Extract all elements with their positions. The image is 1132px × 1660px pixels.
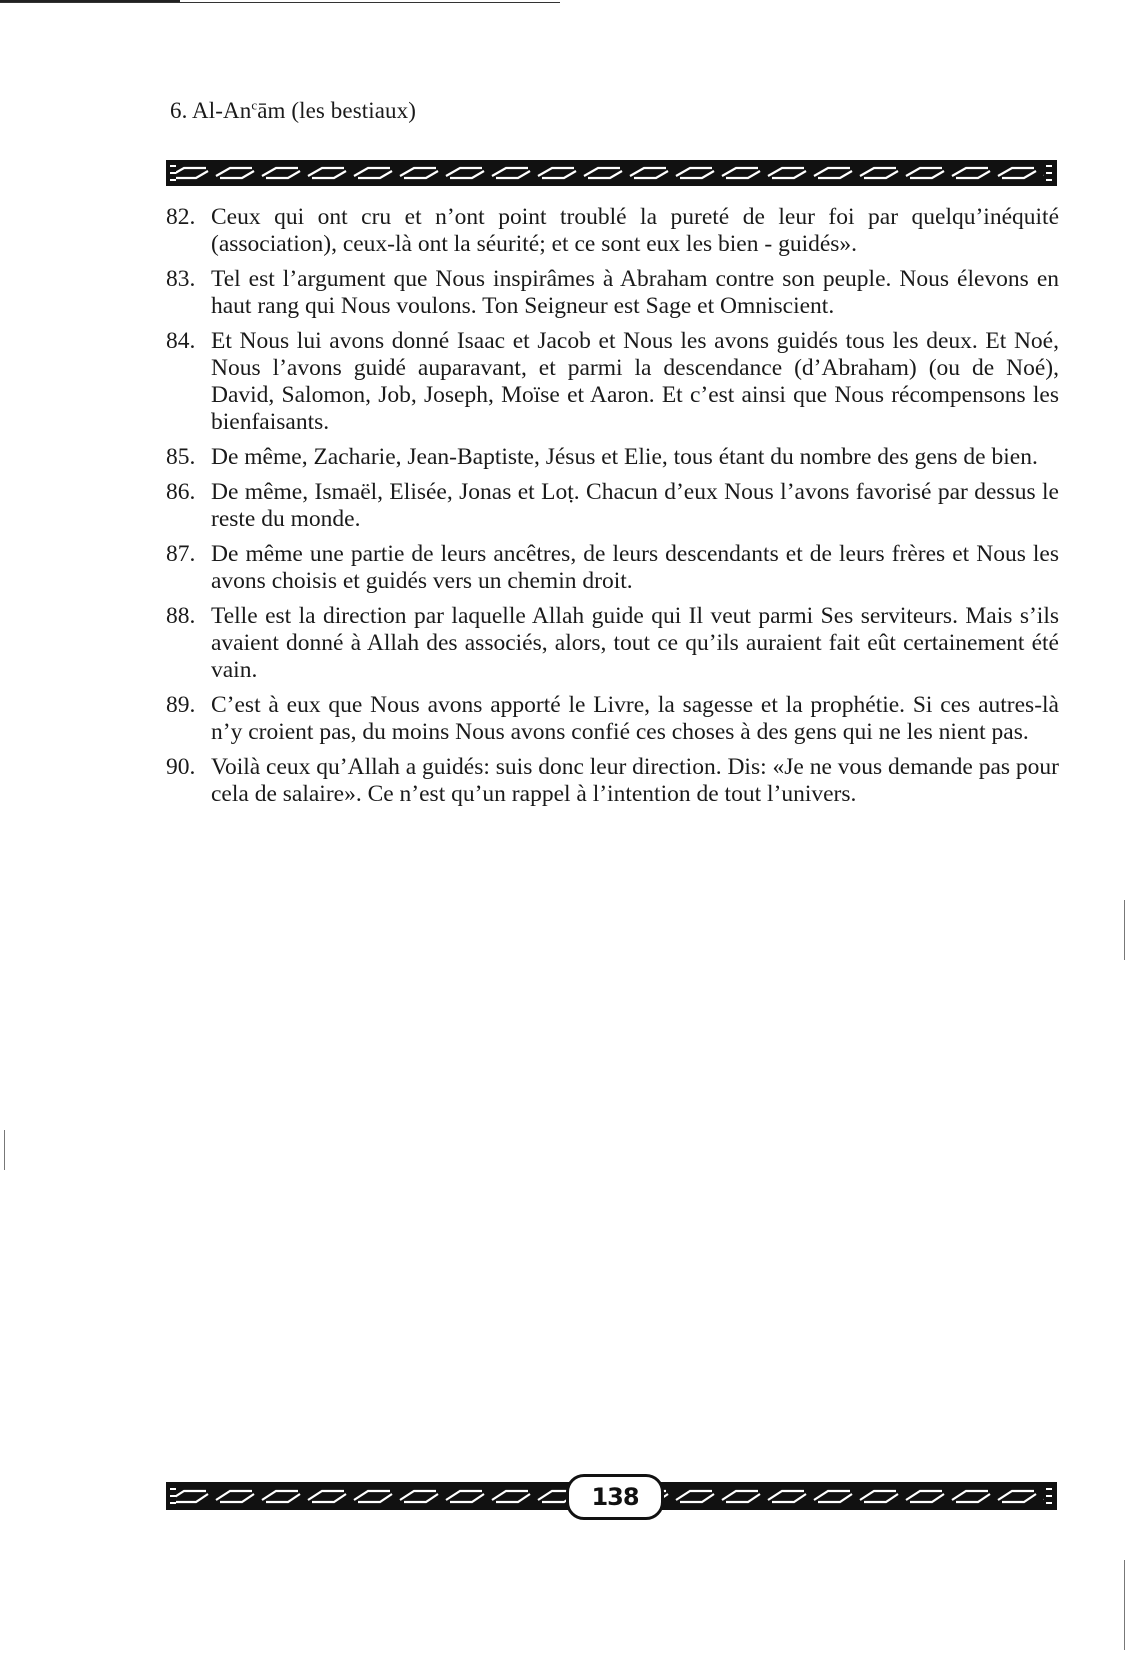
verse-87 — [166, 541, 1059, 595]
verse-text: Tel est l’argument que Nous inspirâmes à Abraham contre son peuple. Nous élevons en haut rang qui Nous voulons. Ton Seigneur est Sage et Omniscient. — [211, 266, 1059, 319]
verse-number: 89. — [166, 692, 196, 718]
verse-number: 83. — [166, 266, 196, 292]
verse-number: 84. — [166, 328, 196, 354]
verse-number: 87. — [166, 541, 196, 567]
running-header-superscript: c — [251, 97, 258, 113]
scan-edge-mark — [4, 1130, 5, 1170]
verse-text: Telle est la direction par laquelle Allah guide qui Il veut parmi Ses serviteurs. Mais s’ils avaient donné à Allah des associés, alors, tout ce qu’ils auraient fait eût certainement été vain. — [211, 603, 1059, 683]
verse-text: C’est à eux que Nous avons apporté le Livre, la sagesse et la prophétie. Si ces autres-là n’y croient pas, du moins Nous avons confié ces choses à des gens qui ne les nient pas. — [211, 692, 1059, 745]
verse-text: Ceux qui ont cru et n’ont point troublé la pureté de leur foi par quelqu’inéquité (association), ceux-là ont la séurité; et ce sont eux les bien - guidés». — [211, 204, 1059, 257]
verse-82 — [166, 204, 1059, 258]
scan-edge-mark — [1124, 1560, 1125, 1650]
verse-list — [166, 204, 1059, 816]
verse-number: 88. — [166, 603, 196, 629]
verse-text: De même une partie de leurs ancêtres, de leurs descendants et de leurs frères et Nous les avons choisis et guidés vers un chemin droit. — [211, 541, 1059, 594]
verse-84 — [166, 328, 1059, 436]
verse-89 — [166, 692, 1059, 746]
page-number: 138 — [566, 1474, 664, 1520]
verse-number: 85. — [166, 444, 196, 470]
verse-number: 82. — [166, 204, 196, 230]
scan-top-rule — [0, 2, 560, 3]
chain-ornament-top — [166, 160, 1057, 186]
verse-86 — [166, 479, 1059, 533]
verse-85 — [166, 444, 1059, 471]
scan-edge-mark — [1124, 900, 1125, 960]
verse-text: Voilà ceux qu’Allah a guidés: suis donc leur direction. Dis: «Je ne vous demande pas pour cela de salaire». Ce n’est qu’un rappel à l’intention de tout l’univers. — [211, 754, 1059, 807]
verse-90 — [166, 754, 1059, 808]
running-header — [170, 98, 416, 124]
verse-83 — [166, 266, 1059, 320]
verse-text: De même, Zacharie, Jean-Baptiste, Jésus et Elie, tous étant du nombre des gens de bien. — [211, 444, 1038, 470]
verse-number: 90. — [166, 754, 196, 780]
verse-number: 86. — [166, 479, 196, 505]
ornamental-band-top — [166, 160, 1057, 186]
verse-88 — [166, 603, 1059, 684]
verse-text: De même, Ismaël, Elisée, Jonas et Loṭ. Chacun d’eux Nous l’avons favorisé par dessus le reste du monde. — [211, 479, 1059, 532]
running-header-prefix: 6. Al-An — [170, 98, 252, 123]
verse-text: Et Nous lui avons donné Isaac et Jacob et Nous les avons guidés tous les deux. Et Noé, Nous l’avons guidé auparavant, et parmi la descendance (d’Abraham) (ou de Noé), David, Salomon, Job, Joseph, Moïse et Aaron. Et c’est ainsi que Nous récompensons les bienfaisants. — [211, 328, 1059, 435]
running-header-suffix: ām (les bestiaux) — [257, 98, 417, 123]
